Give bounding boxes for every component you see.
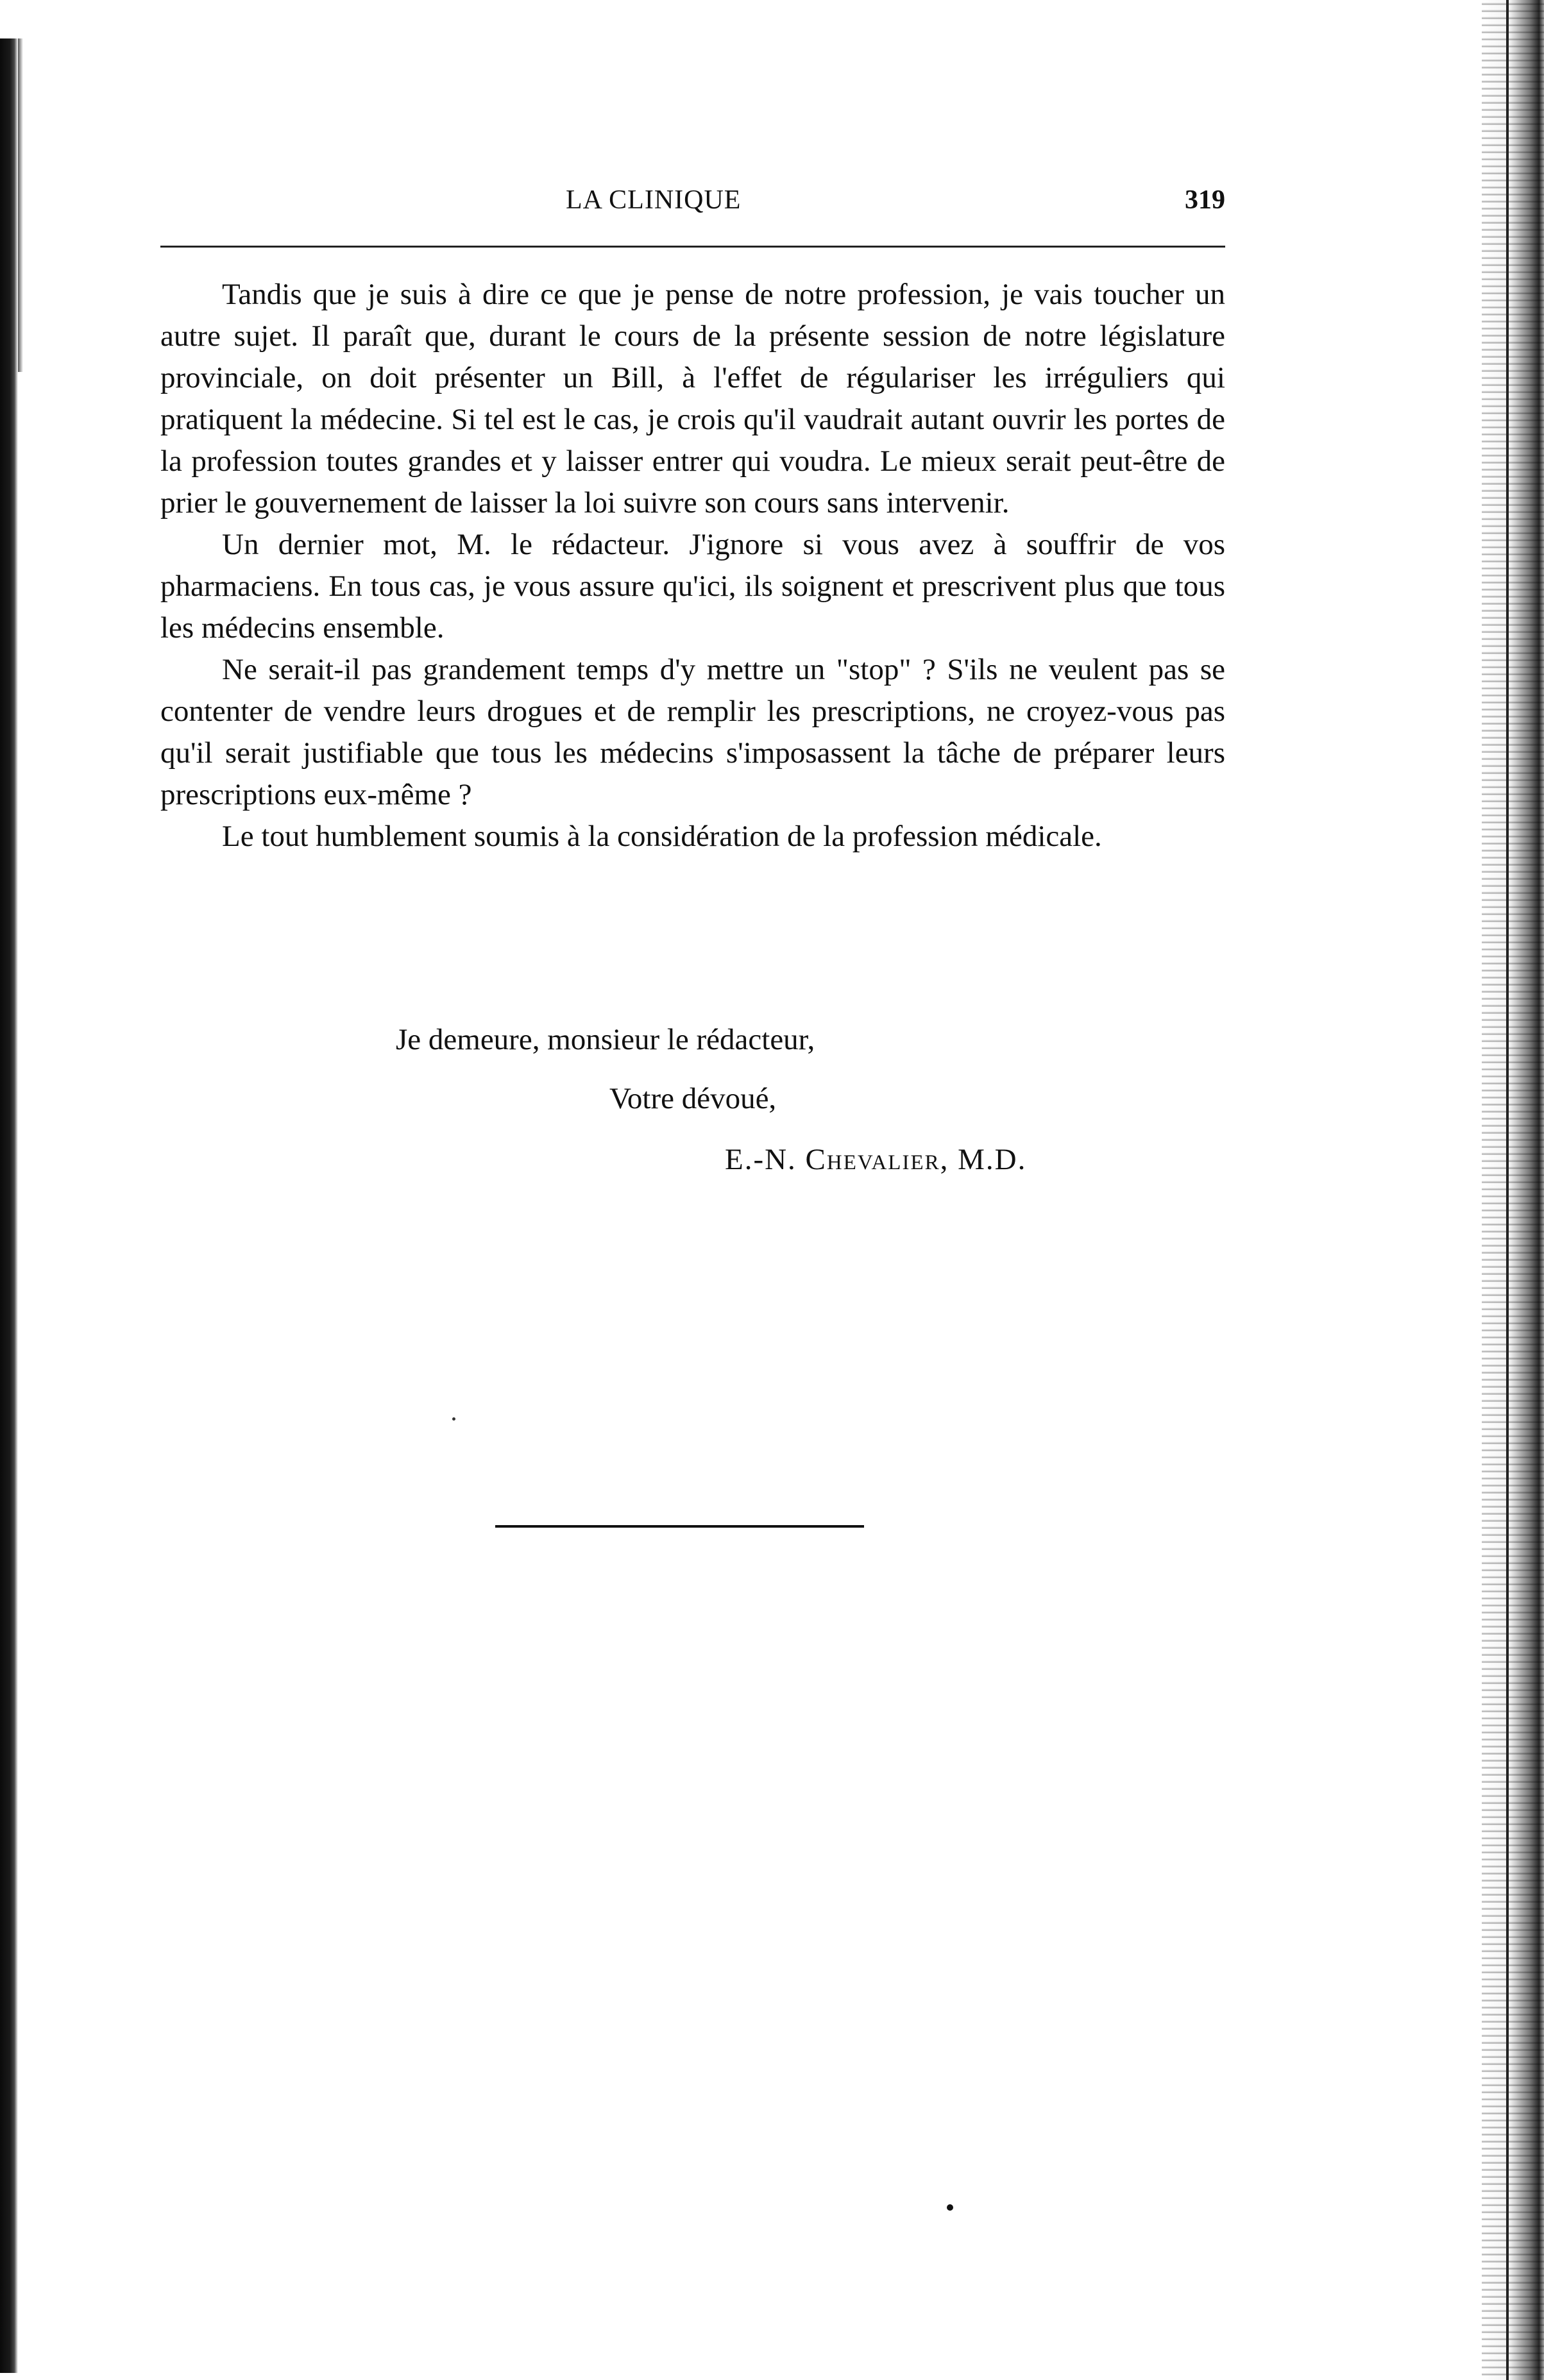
valediction: Votre dévoué, <box>609 1082 777 1115</box>
page-number: 319 <box>1185 185 1225 215</box>
letter-closing <box>160 1019 1225 1263</box>
paragraph: Ne serait-il pas grandement temps d'y mettre un "stop" ? S'ils ne veulent pas se contenter de vendre leurs drogues et de remplir les prescriptions, ne croyez-vous pas qu'il serait justifiable que tous les médecins s'imposassent la tâche de préparer leurs prescriptions eux-même ? <box>160 653 1225 811</box>
scan-right-edge-noise <box>1482 0 1544 2380</box>
paragraph: Tandis que je suis à dire ce que je pense de notre profession, je vais toucher un autre sujet. Il paraît que, durant le cours de la présente session de notre législature provinciale, on doit présenter un Bill, à l'effet de régulariser les irréguliers qui pratiquent la médecine. Si tel est le cas, je crois qu'il vaudrait autant ouvrir les portes de la profession toutes grandes et y laisser entrer qui voudra. Le mieux serait peut-être de prier le gouvernement de laisser la loi suivre son cours sans intervenir. <box>160 278 1225 519</box>
signature: E.-N. Chevalier, M.D. <box>725 1143 1027 1176</box>
paragraph: Le tout humblement soumis à la considération de la profession médicale. <box>222 820 1102 853</box>
speck <box>452 1417 455 1421</box>
scan-left-edge-shadow <box>0 38 18 2373</box>
letter-body <box>160 274 1225 1176</box>
scan-right-edge-line <box>1506 0 1509 2380</box>
scan-left-edge-shadow-top <box>18 38 23 372</box>
paragraph: Un dernier mot, M. le rédacteur. J'ignore si vous avez à souffrir de vos pharmaciens. En tous cas, je vous assure qu'ici, ils soignent et prescrivent plus que tous les médecins ensemble. <box>160 528 1225 645</box>
closing-line: Je demeure, monsieur le rédacteur, <box>396 1023 815 1056</box>
section-end-rule <box>495 1525 864 1528</box>
running-title: LA CLINIQUE <box>566 185 742 215</box>
running-header <box>160 185 1225 223</box>
speck <box>947 2204 953 2211</box>
header-rule <box>160 246 1225 248</box>
